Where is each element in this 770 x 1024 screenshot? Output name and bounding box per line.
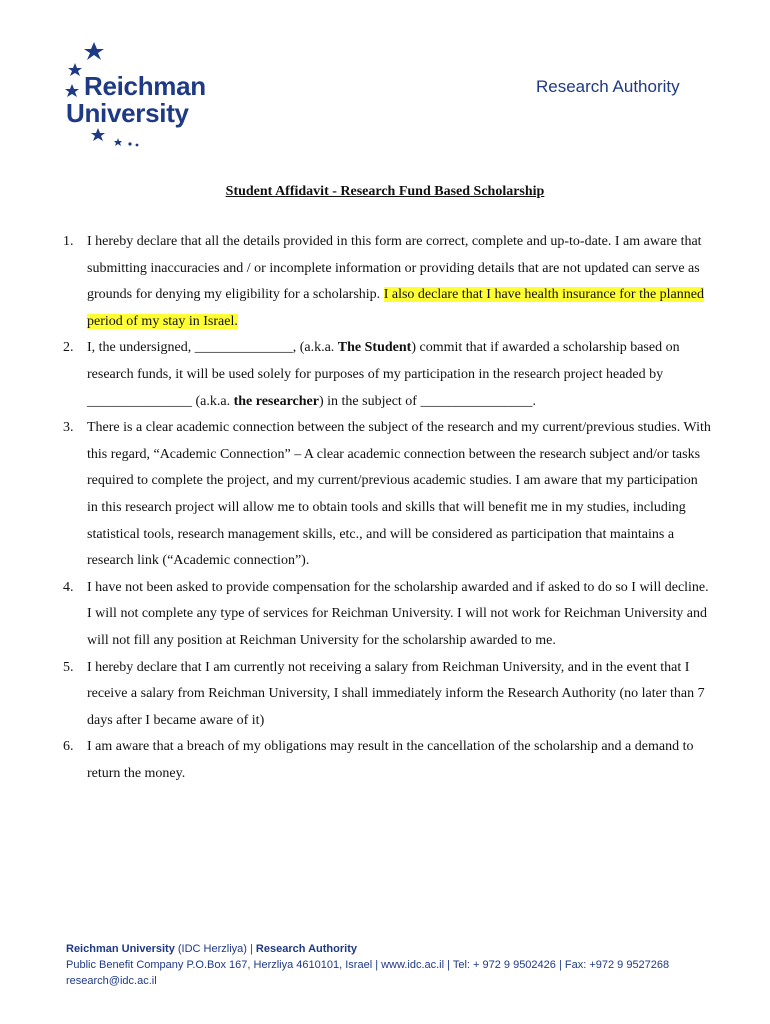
bold-term: the researcher <box>233 393 319 409</box>
item-text: ) in the subject of <box>318 393 421 409</box>
footer-org: Reichman University <box>66 943 175 955</box>
item-number: 4. <box>63 579 74 595</box>
bold-term: The Student <box>337 340 412 356</box>
list-item <box>63 415 711 575</box>
list-item <box>63 734 711 787</box>
footer-dept: Research Authority <box>255 943 357 955</box>
item-text: (a.k.a. <box>192 393 234 409</box>
item-number: 2. <box>63 340 74 356</box>
item-text: I hereby declare that all the details provided in this form are correct, complete and up-to-date. I am aware that submitting inaccuracies and / or incomplete information or providing details that are not updated can serve as grounds for denying my eligibility for a scholarship. <box>87 234 702 303</box>
research-subject-blank[interactable]: ________________ <box>420 393 533 409</box>
researcher-name-blank[interactable]: _______________ <box>87 393 192 409</box>
item-number: 5. <box>63 659 74 675</box>
item-text: . <box>532 393 536 409</box>
item-text: ) commit that if awarded a scholarship based on research funds, it will be used solely for purposes of my participation in the research project headed by <box>87 340 680 382</box>
affidavit-list <box>63 229 711 787</box>
item-text: I, the undersigned, <box>87 340 195 356</box>
page-footer <box>66 941 726 989</box>
footer-org-note: (IDC Herzliya) | <box>174 943 256 955</box>
item-text: I hereby declare that I am currently not receiving a salary from Reichman University, and in the event that I receive a salary from Reichman University, I shall immediately inform the Research Authority (no later than 7 days after I became aware of it) <box>87 659 705 728</box>
highlighted-text: I also declare that I have health insurance for the planned period of my stay in Israel. <box>87 287 704 329</box>
student-name-blank[interactable]: ______________ <box>194 340 293 356</box>
footer-email[interactable]: research@idc.ac.il <box>66 975 157 987</box>
logo-text-line2: University <box>66 98 189 128</box>
item-text: I am aware that a breach of my obligations may result in the cancellation of the scholarship and a demand to return the money. <box>87 739 694 781</box>
item-number: 3. <box>63 420 74 436</box>
logo-text-line1: Reichman <box>84 71 206 101</box>
footer-line1 <box>66 941 726 957</box>
item-text: , (a.k.a. <box>292 340 338 356</box>
list-item <box>63 229 711 335</box>
item-text: There is a clear academic connection between the subject of the research and my current/previous studies. With this regard, “Academic Connection” – A clear academic connection between the research subject and/or tasks required to complete the project, and my current/previous academic studies. I am aware that my participation in this research project will allow me to obtain tools and skills that will benefit me in my studies, including statistical tools, research management skills, etc., and will be considered as participation that maintains a research link (“Academic connection”). <box>87 420 711 569</box>
reichman-logo <box>60 38 240 150</box>
item-text: I have not been asked to provide compensation for the scholarship awarded and if asked to do so I will decline. I will not complete any type of services for Reichman University. I will not work for Reichman University and will not fill any position at Reichman University for the scholarship awarded to me. <box>87 579 709 648</box>
document-title: Student Affidavit - Research Fund Based Scholarship <box>225 184 545 199</box>
item-number: 6. <box>63 739 74 755</box>
department-header: Research Authority <box>536 77 680 96</box>
list-item <box>63 335 711 415</box>
list-item <box>63 655 711 735</box>
item-number: 1. <box>63 234 74 249</box>
list-item <box>63 575 711 655</box>
footer-address: Public Benefit Company P.O.Box 167, Herzliya 4610101, Israel | www.idc.ac.il | Tel: + 972 9 9502426 | Fax: +972 9 9527268 <box>66 959 670 971</box>
